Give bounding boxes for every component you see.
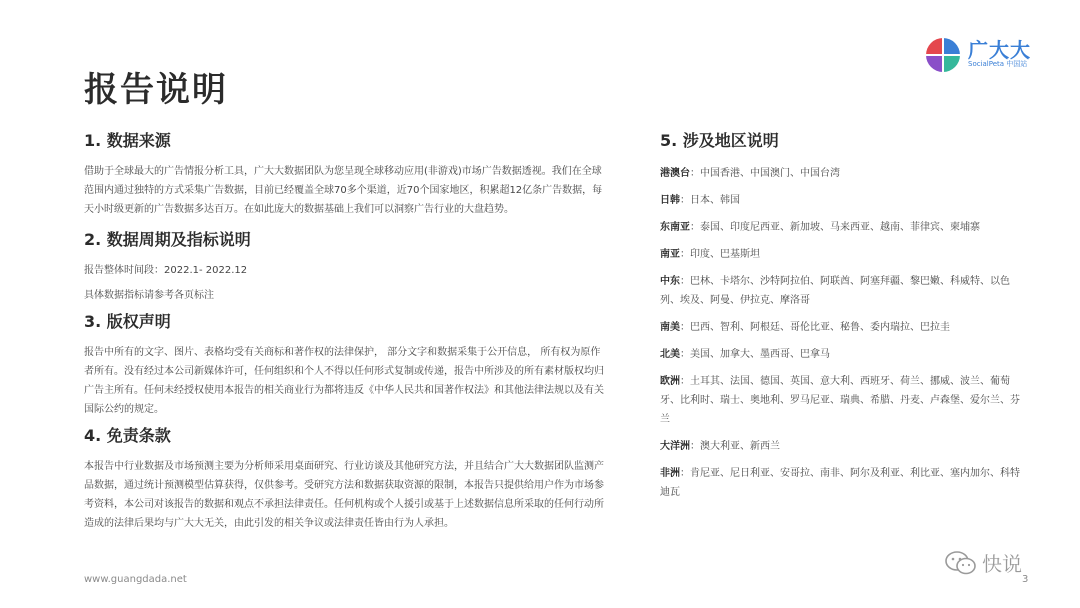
region-countries: 日本、韩国 <box>690 195 740 206</box>
region-name: 东南亚 <box>660 222 690 233</box>
region-name: 大洋洲 <box>660 441 690 452</box>
region-item <box>660 464 1020 502</box>
page-number: 3 <box>1022 574 1029 585</box>
region-item <box>660 191 1020 210</box>
region-item <box>660 218 1020 237</box>
region-item <box>660 318 1020 337</box>
logo-subtitle: SocialPeta 中国站 <box>968 60 1028 68</box>
region-separator: ： <box>680 249 690 260</box>
wechat-icon <box>944 550 978 576</box>
right-column <box>660 130 1020 510</box>
region-list <box>660 164 1020 502</box>
region-countries: 中国香港、中国澳门、中国台湾 <box>700 168 840 179</box>
region-separator: ： <box>680 468 690 479</box>
section-copyright <box>84 311 610 419</box>
region-separator: ： <box>680 276 690 287</box>
section-title: 4. 免责条款 <box>84 426 171 445</box>
section-title: 2. 数据周期及指标说明 <box>84 230 251 249</box>
region-countries: 印度、巴基斯坦 <box>690 249 760 260</box>
region-item <box>660 245 1020 264</box>
region-separator: ： <box>690 222 700 233</box>
section-paragraph: 借助于全球最大的广告情报分析工具，广大大数据团队为您呈现全球移动应用(非游戏)市场广告数据透视。我们在全球范围内通过独特的方式采集广告数据，目前已经覆盖全球70多个渠道，近70个国家地区，积累超12亿条广告数据，每天小时级更新的广告数据多达百万。在如此庞大的数据基础上我们可以洞察广告行业的大盘趋势。 <box>84 166 603 215</box>
section-paragraph: 具体数据指标请参考各页标注 <box>84 290 214 301</box>
region-separator: ： <box>680 322 690 333</box>
brand-logo <box>924 32 1064 76</box>
region-name: 日韩 <box>660 195 680 206</box>
region-item <box>660 372 1020 429</box>
region-separator: ： <box>690 441 700 452</box>
region-separator: ： <box>680 376 690 387</box>
region-name: 中东 <box>660 276 680 287</box>
region-item <box>660 164 1020 183</box>
region-countries: 土耳其、法国、德国、英国、意大利、西班牙、荷兰、挪威、波兰、葡萄牙、比利时、瑞士、奥地利、罗马尼亚、瑞典、希腊、丹麦、卢森堡、爱尔兰、芬兰 <box>660 376 1020 425</box>
section-paragraph: 报告中所有的文字、图片、表格均受有关商标和著作权的法律保护， 部分文字和数据采集于公开信息， 所有权为原作者所有。没有经过本公司新媒体许可，任何组织和个人不得以任何形式复制或传递，报告中所涉及的所有素材版权均归广告主所有。任何未经授权使用本报告的相关商业行为都将违反《中华人民共和国著作权法》和其他法律法规以及有关国际公约的规定。 <box>84 347 604 415</box>
footer-url: www.guangdada.net <box>84 574 187 585</box>
watermark-text: 快说 <box>982 552 1022 576</box>
region-name: 南亚 <box>660 249 680 260</box>
region-item <box>660 437 1020 456</box>
region-countries: 巴西、智利、阿根廷、哥伦比亚、秘鲁、委内瑞拉、巴拉圭 <box>690 322 950 333</box>
logo-pie-icon <box>924 36 962 74</box>
region-name: 南美 <box>660 322 680 333</box>
region-countries: 美国、加拿大、墨西哥、巴拿马 <box>690 349 830 360</box>
region-name: 港澳台 <box>660 168 690 179</box>
region-item <box>660 345 1020 364</box>
section-title: 5. 涉及地区说明 <box>660 131 779 150</box>
section-data-period <box>84 229 610 305</box>
section-title: 1. 数据来源 <box>84 131 171 150</box>
region-countries: 澳大利亚、新西兰 <box>700 441 780 452</box>
page-title: 报告说明 <box>84 70 228 110</box>
region-separator: ： <box>680 195 690 206</box>
region-item <box>660 272 1020 310</box>
logo-name: 广大大 <box>968 38 1031 62</box>
region-name: 非洲 <box>660 468 680 479</box>
watermark <box>944 548 1022 577</box>
section-disclaimer <box>84 425 610 533</box>
section-paragraph: 报告整体时间段：2022.1- 2022.12 <box>84 265 248 276</box>
region-name: 欧洲 <box>660 376 680 387</box>
region-separator: ： <box>680 349 690 360</box>
region-countries: 泰国、印度尼西亚、新加坡、马来西亚、越南、菲律宾、柬埔寨 <box>700 222 980 233</box>
region-countries: 巴林、卡塔尔、沙特阿拉伯、阿联酋、阿塞拜疆、黎巴嫩、科威特、以色列、埃及、阿曼、伊拉克、摩洛哥 <box>660 276 1010 306</box>
left-column <box>84 130 610 533</box>
region-separator: ： <box>690 168 700 179</box>
region-countries: 肯尼亚、尼日利亚、安哥拉、南非、阿尔及利亚、利比亚、塞内加尔、科特迪瓦 <box>660 468 1020 498</box>
section-data-source <box>84 130 610 219</box>
section-paragraph: 本报告中行业数据及市场预测主要为分析师采用桌面研究、行业访谈及其他研究方法，并且结合广大大数据团队监测产品数据，通过统计预测模型估算获得，仅供参考。受研究方法和数据获取资源的限制，本报告只提供给用户作为市场参考资料，本公司对该报告的数据和观点不承担法律责任。任何机构或个人援引或基于上述数据信息所采取的任何行动所造成的法律后果均与广大大无关，由此引发的相关争议或法律责任皆由行为人承担。 <box>84 461 604 529</box>
section-title: 3. 版权声明 <box>84 312 171 331</box>
region-name: 北美 <box>660 349 680 360</box>
